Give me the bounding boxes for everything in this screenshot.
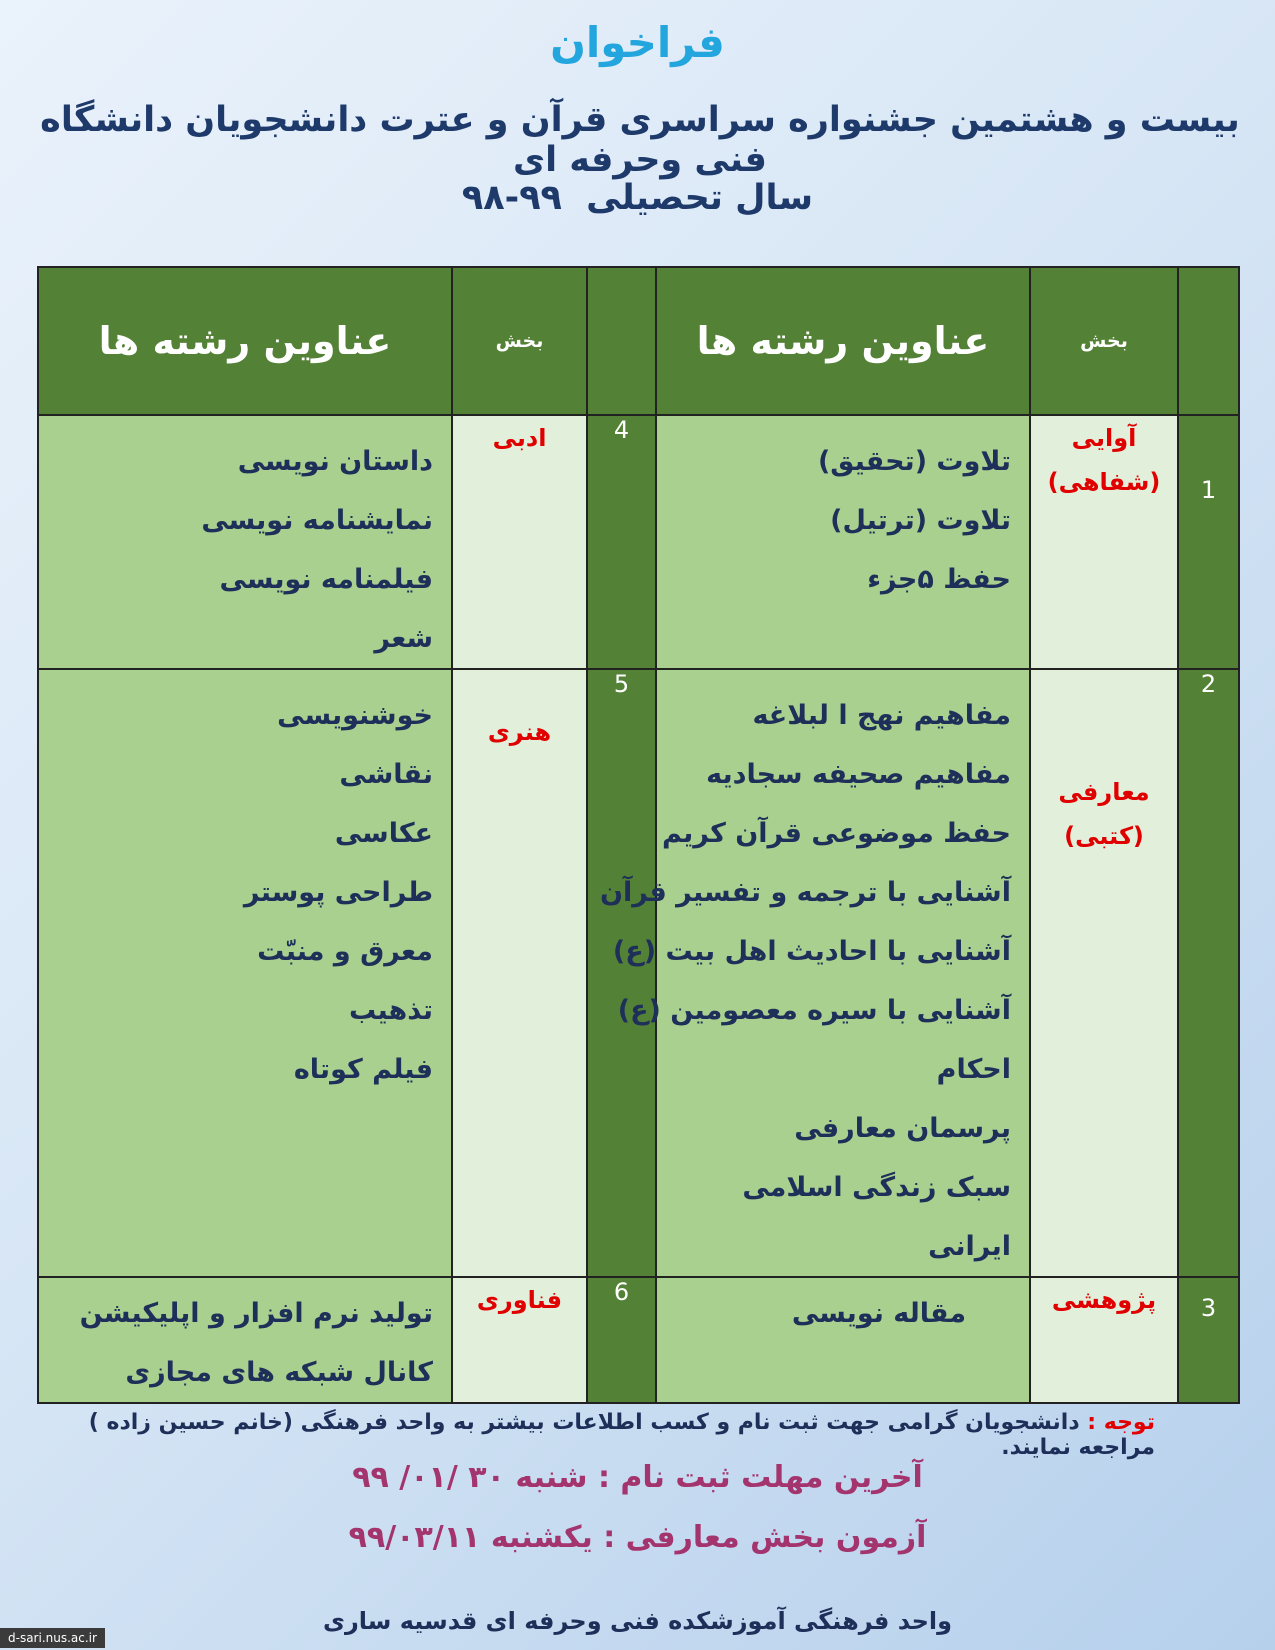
header-section-left-label: بخش: [495, 330, 544, 352]
academic-year: [0, 178, 1275, 218]
page-title: فراخوان: [550, 18, 725, 67]
section-name: معارفی: [1058, 778, 1150, 806]
header-fields-left: [38, 267, 452, 415]
section-type: (کتبی): [1064, 822, 1144, 850]
row-number: [587, 415, 656, 669]
row-number: [1178, 669, 1239, 1277]
row-number-value: 2: [1200, 670, 1217, 698]
site-watermark: d-sari.nus.ac.ir: [0, 1628, 105, 1648]
fields-cell: [38, 415, 452, 669]
field-item: آشنایی با سیره معصومین (ع): [617, 995, 1011, 1026]
field-item: طراحی پوستر: [243, 877, 433, 908]
section-cell: [452, 415, 587, 669]
field-item: نقاشی: [339, 759, 433, 790]
row-number: [1178, 415, 1239, 669]
note-label: توجه :: [1087, 1410, 1155, 1435]
table-header-row: [38, 267, 1239, 415]
field-item: حفظ موضوعی قرآن کریم: [661, 818, 1011, 849]
field-item: احکام: [936, 1054, 1011, 1085]
festival-subtitle: بیست و هشتمین جشنواره سراسری قرآن و عترت دانشجویان دانشگاه فنی وحرفه ای: [40, 100, 1240, 180]
fields-cell: [38, 1277, 452, 1403]
row-number-value: 3: [1200, 1294, 1217, 1322]
table-row: [38, 1277, 1239, 1403]
field-item: پرسمان معارفی: [794, 1113, 1011, 1144]
section-cell: [452, 1277, 587, 1403]
fields-cell: [656, 415, 1030, 669]
field-item: آشنایی با احادیث اهل بیت (ع): [612, 936, 1011, 967]
field-item: مقاله نویسی: [791, 1298, 967, 1329]
field-item: نمایشنامه نویسی: [201, 505, 433, 536]
year-label: سال تحصیلی: [586, 178, 814, 218]
header-fields-left-label: عناوین رشته ها: [98, 319, 392, 363]
header-section-left: [452, 267, 587, 415]
fields-cell: [38, 669, 452, 1277]
header-section-right-label: بخش: [1080, 330, 1128, 352]
field-item: عکاسی: [334, 818, 433, 849]
registration-deadline: آخرین مهلت ثبت نام : شنبه ۳۰ /۰۱/ ۹۹: [352, 1460, 923, 1495]
section-cell: [1030, 415, 1178, 669]
section-name: آوایی: [1071, 424, 1137, 452]
footer-organization: واحد فرهنگی آموزشکده فنی وحرفه ای قدسیه ساری: [322, 1607, 953, 1635]
section-cell: [1030, 1277, 1178, 1403]
field-item: مفاهیم نهج ا لبلاغه: [752, 700, 1011, 731]
row-number-value: 6: [613, 1278, 630, 1306]
field-item: فیلمنامه نویسی: [219, 564, 433, 595]
fields-cell: [600, 669, 1030, 1277]
field-item: مفاهیم صحیفه سجادیه: [706, 759, 1011, 790]
field-item: فیلم کوتاه: [293, 1054, 433, 1085]
field-item: معرق و منبّت: [257, 936, 433, 967]
header-fields-right-label: عناوین رشته ها: [696, 319, 990, 363]
section-name: فناوری: [476, 1286, 563, 1314]
registration-note: [55, 1410, 1155, 1460]
section-cell: [452, 669, 587, 1277]
row-number-value: 1: [1200, 476, 1217, 504]
fields-cell: [656, 1277, 1030, 1403]
year-value: ۹۹-۹۸: [461, 178, 562, 218]
header-number-right: [1178, 267, 1239, 415]
section-name: ادبی: [492, 424, 547, 452]
field-item: تولید نرم افزار و اپلیکیشن: [79, 1298, 433, 1329]
note-text: دانشجویان گرامی جهت ثبت نام و کسب اطلاعات بیشتر به واحد فرهنگی (خانم حسین زاده ) مراجعه نمایند.: [88, 1410, 1155, 1460]
field-item: سبک زندگی اسلامی: [742, 1172, 1011, 1203]
field-item: تذهیب: [348, 995, 433, 1026]
header-section-right: [1030, 267, 1178, 415]
row-number-value: 4: [613, 416, 630, 444]
field-item: تلاوت (تحقیق): [817, 446, 1011, 477]
section-cell: [1030, 669, 1178, 1277]
field-item: حفظ ۵جزء: [867, 564, 1011, 595]
field-item: کانال شبکه های مجازی: [125, 1357, 433, 1388]
field-item: تلاوت (ترتیل): [830, 505, 1011, 536]
section-name: پژوهشی: [1051, 1286, 1157, 1314]
row-number-value: 5: [613, 670, 630, 698]
fields-table: [37, 266, 1240, 1404]
row-number: [587, 1277, 656, 1403]
row-number: [1178, 1277, 1239, 1403]
field-item: خوشنویسی: [277, 700, 433, 731]
header-number-left: [587, 267, 656, 415]
table-row: [38, 415, 1239, 669]
header-fields-right: [656, 267, 1030, 415]
field-item: ایرانی: [928, 1231, 1011, 1262]
field-item: آشنایی با ترجمه و تفسیر قرآن: [600, 877, 1011, 908]
section-type: (شفاهی): [1047, 468, 1161, 496]
table-row: [38, 669, 1239, 1277]
section-name: هنری: [487, 718, 552, 746]
exam-date: آزمون بخش معارفی : یکشنبه ۹۹/۰۳/۱۱: [348, 1520, 927, 1555]
field-item: داستان نویسی: [237, 446, 433, 477]
field-item: شعر: [374, 623, 433, 654]
